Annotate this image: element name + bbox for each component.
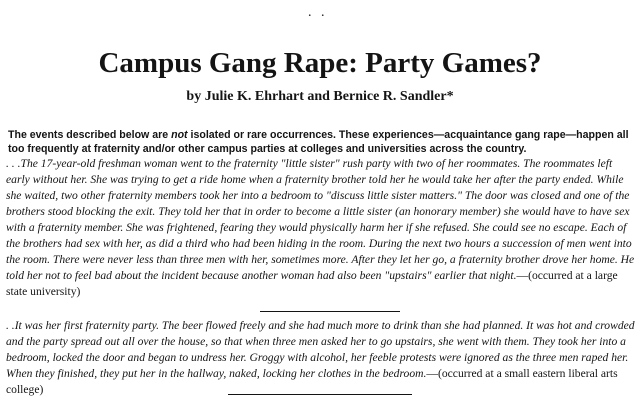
account-1-location: —(occurred at a large state university) [6, 269, 618, 298]
article-title: Campus Gang Rape: Party Games? [98, 47, 542, 79]
intro-paragraph [8, 128, 636, 156]
account-paragraph-1 [6, 156, 636, 300]
account-1-text: . . .The 17-year-old freshman woman went to the fraternity "little sister" rush party with two of her roommates. The roommates left early without her. She was trying to get a ride home when a fraternity brother told her he would take her after the party ended. While she waited, two other fraternity members took her into a bedroom to "discuss little sister matters." The door was closed and one of the brothers stood blocking the exit. They told her that in order to become a little sister (an honorary member) she would have to have sex with a fraternity member. She was frightened, fearing they would physically harm her if she refused. She could see no escape. Each of the brothers had sex with her, as did a third who had been hiding in the room. During the next two hours a succession of men went into the room. There were never less than three men with her, sometimes more. After they let her go, a fraternity brother drove her home. He told her not to feel bad about the incident because another woman had also been "upstairs" earlier that night. [6, 157, 635, 282]
account-paragraph-2 [6, 318, 636, 398]
account-2-location: —(occurred at a small eastern liberal arts college) [6, 367, 618, 396]
intro-text-start: The events described below are [8, 129, 172, 141]
article-byline: by Julie K. Ehrhart and Bernice R. Sandler* [186, 89, 454, 104]
section-divider-1 [260, 311, 400, 312]
section-divider-2 [228, 394, 412, 395]
account-2-text: . .It was her first fraternity party. The beer flowed freely and she had much more to drink than she had planned. It was hot and crowded and the party spread out all over the house, so that when three men asked her to go upstairs, she went with them. They took her into a bedroom, locked the door and began to undress her. Groggy with alcohol, her feeble protests were ignored as the three men raped her. When they finished, they put her in the hallway, naked, locking her clothes in the bedroom. [6, 319, 635, 380]
decorative-dots: . . [308, 5, 328, 20]
intro-text-end: isolated or rare occurrences. These experiences—acquaintance gang rape—happen all too frequently at fraternity and/or other campus parties at colleges and universities across the country. [8, 129, 629, 155]
intro-emphasis: not [171, 129, 188, 141]
